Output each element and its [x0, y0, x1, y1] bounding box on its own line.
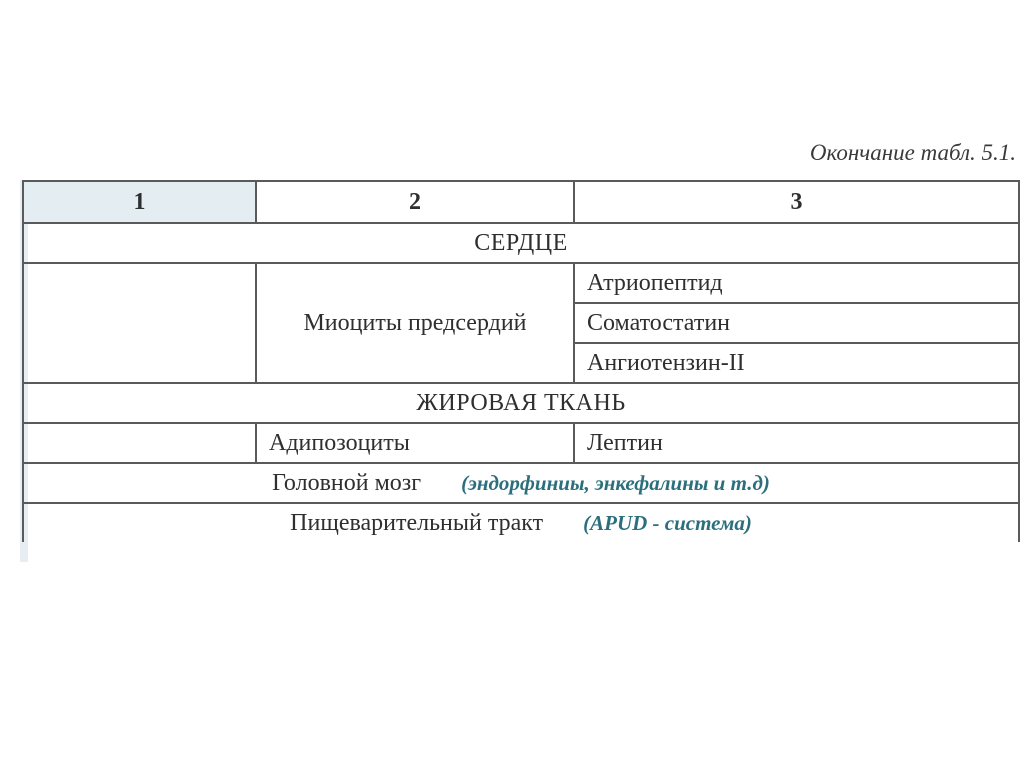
hormone-table	[22, 180, 1020, 542]
table-row	[23, 503, 1019, 542]
table-caption: Окончание табл. 5.1.	[809, 140, 1016, 165]
gut-label: Пищеварительный тракт	[290, 509, 544, 536]
section-row-fat	[23, 383, 1019, 423]
gut-row	[23, 503, 1019, 542]
empty-cell	[23, 423, 256, 463]
fat-hormone: Лептин	[574, 423, 1019, 463]
gut-note: (APUD - система)	[583, 510, 752, 535]
page-blank-area	[0, 562, 1024, 767]
section-fat: ЖИРОВАЯ ТКАНЬ	[23, 383, 1019, 423]
brain-note: (эндорфиниы, энкефалины и т.д)	[461, 470, 770, 495]
heart-cells: Миоциты предсердий	[256, 263, 574, 383]
header-col-2: 2	[256, 181, 574, 223]
brain-row	[23, 463, 1019, 503]
section-heart: СЕРДЦЕ	[23, 223, 1019, 263]
heart-hormone-1: Атриопептид	[574, 263, 1019, 303]
table-header-row	[23, 181, 1019, 223]
empty-cell	[23, 263, 256, 383]
fat-cells: Адипозоциты	[256, 423, 574, 463]
header-col-3: 3	[574, 181, 1019, 223]
heart-hormone-2: Соматостатин	[574, 303, 1019, 343]
header-col-1: 1	[23, 181, 256, 223]
heart-hormone-3: Ангиотензин-II	[574, 343, 1019, 383]
table-row	[23, 463, 1019, 503]
section-row-heart	[23, 223, 1019, 263]
table-row	[23, 263, 1019, 303]
brain-label: Головной мозг	[272, 469, 422, 496]
table-row	[23, 423, 1019, 463]
